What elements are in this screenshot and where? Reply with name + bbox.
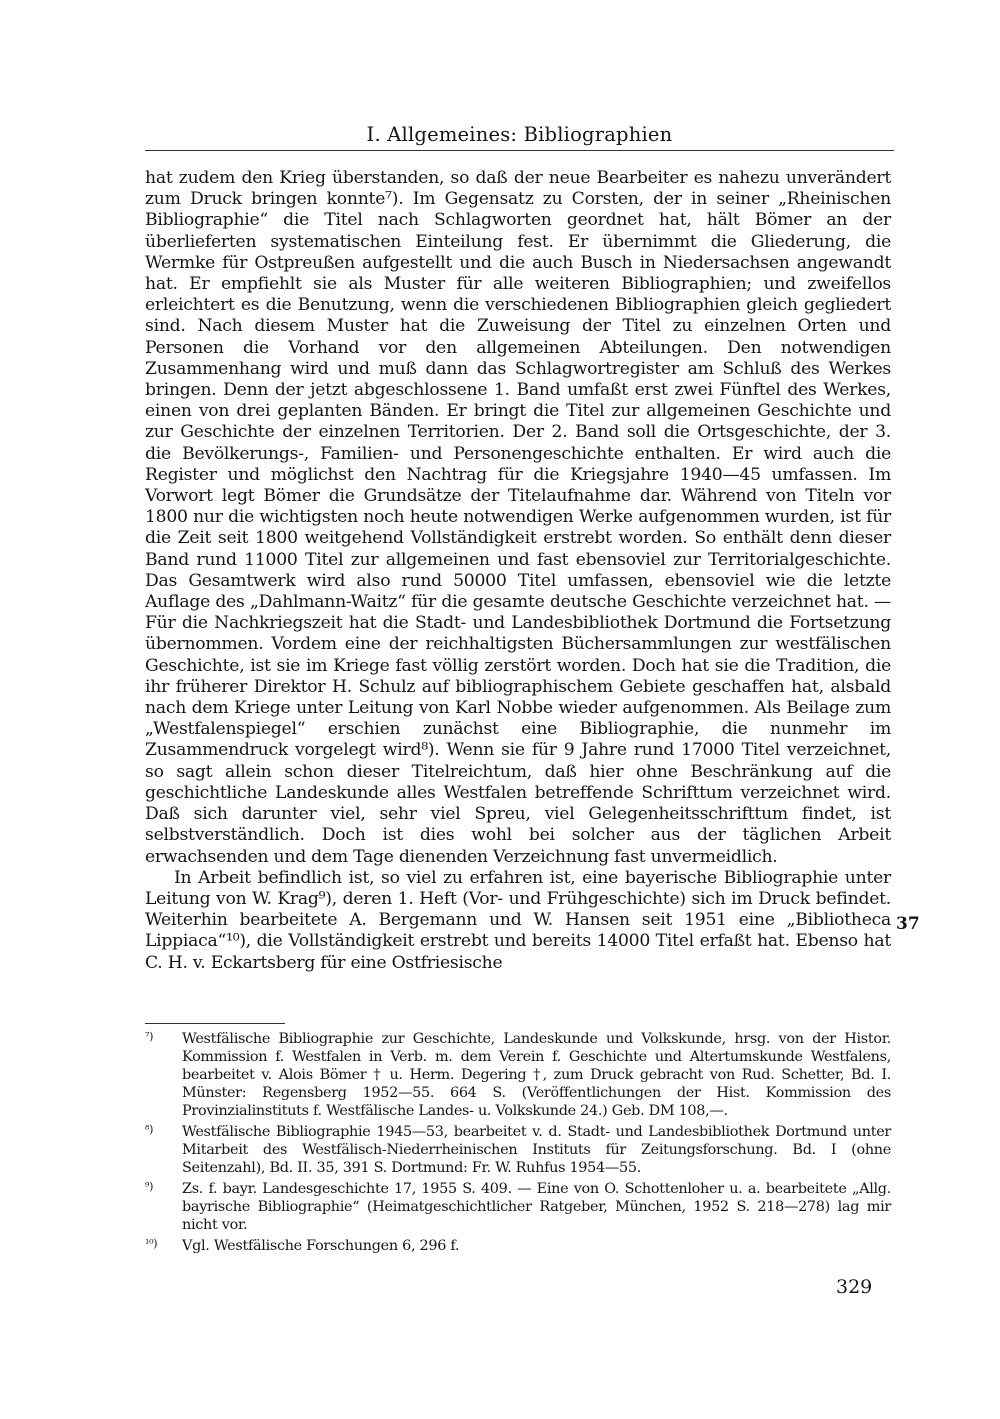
running-header: I. Allgemeines: Bibliographien: [366, 123, 673, 146]
footnote-rule: [145, 1023, 285, 1024]
paragraph: In Arbeit befindlich ist, so viel zu erfahren ist, eine bayerische Bibliographie unter Leitung von W. Krag⁹), deren 1. Heft (Vor- und Frühgeschichte) sich im Druck befindet. Weiterhin bearbeitete A. Bergemann und W. Hansen seit 1951 eine „Bibliotheca Lippiaca“¹⁰), die Vollständigkeit erstrebt und bereits 14000 Titel erfaßt hat. Ebenso hat C. H. v. Eckartsberg für eine Ostfriesische: [145, 867, 891, 973]
footnote-mark: ⁸): [145, 1123, 154, 1136]
footnote-text: Westfälische Bibliographie 1945—53, bearbeitet v. d. Stadt- und Landesbibliothek Dortmund unter Mitarbeit des Westfälisch-Niederrheinischen Instituts für Zeitungsforschung. Bd. I (ohne Seitenzahl), Bd. II. 35, 391 S. Dortmund: Fr. W. Ruhfus 1954—55.: [182, 1124, 891, 1176]
footnote: [145, 1123, 891, 1177]
footnote-text: Zs. f. bayr. Landesgeschichte 17, 1955 S. 409. — Eine von O. Schottenloher u. a. bearbeitete „Allg. bayrische Bibliographie“ (Heimatgeschichtlicher Ratgeber, München, 1952 S. 218—278) lag mir nicht vor.: [182, 1181, 891, 1233]
main-text: [145, 168, 891, 974]
marginal-number: 37: [896, 914, 920, 934]
footnote: [145, 1030, 891, 1120]
header-rule: [145, 150, 894, 151]
footnote: [145, 1237, 891, 1255]
footnote-text: Westfälische Bibliographie zur Geschichte, Landeskunde und Volkskunde, hrsg. von der Histor. Kommission f. Westfalen in Verb. m. dem Verein f. Geschichte und Altertumskunde Westfalens, bearbeitet v. Alois Bömer † u. Herm. Degering †, zum Druck gebracht von Rud. Schetter, Bd. I. Münster: Regensberg 1952—55. 664 S. (Veröffentlichungen der Hist. Kommission des Provinzialinstituts f. Westfälische Landes- u. Volkskunde 24.) Geb. DM 108,—.: [182, 1031, 891, 1119]
footnote-mark: ¹⁰): [145, 1237, 158, 1250]
footnote-mark: ⁹): [145, 1180, 154, 1193]
page-number: 329: [836, 1276, 873, 1298]
footnotes: [145, 1030, 891, 1258]
paragraph: hat zudem den Krieg überstanden, so daß der neue Bearbeiter es nahezu unverändert zum Druck bringen konnte⁷). Im Gegensatz zu Corsten, der in seiner „Rheinischen Bibliographie“ die Titel nach Schlagworten geordnet hat, hält Bömer an der überlieferten systematischen Einteilung fest. Er übernimmt die Gliederung, die Wermke für Ostpreußen aufgestellt und die auch Busch in Niedersachsen angewandt hat. Er empfiehlt sie als Muster für alle weiteren Bibliographien; und zweifellos erleichtert es die Benutzung, wenn die verschiedenen Bibliographien gleich gegliedert sind. Nach diesem Muster hat die Zuweisung der Titel zu einzelnen Orten und Personen die Vorhand vor den allgemeinen Abteilungen. Den notwendigen Zusammenhang wird und muß dann das Schlagwortregister am Schluß des Werkes bringen. Denn der jetzt abgeschlossene 1. Band umfaßt erst zwei Fünftel des Werkes, einen von drei geplanten Bänden. Er bringt die Titel zur allgemeinen Geschichte und zur Geschichte der einzelnen Territorien. Der 2. Band soll die Ortsgeschichte, der 3. die Bevölkerungs-, Familien- und Personengeschichte enthalten. Er wird auch die Register und möglichst den Nachtrag für die Kriegsjahre 1940—45 umfassen. Im Vorwort legt Bömer die Grundsätze der Titelaufnahme dar. Während von Titeln vor 1800 nur die wichtigsten noch heute notwendigen Werke aufgenommen wurden, ist für die Zeit seit 1800 weitgehend Vollständigkeit erstrebt worden. So enthält denn dieser Band rund 11000 Titel zur allgemeinen und fast ebensoviel zur Territorialgeschichte. Das Gesamtwerk wird also rund 50000 Titel umfassen, ebensoviel wie die letzte Auflage des „Dahlmann-Waitz“ für die gesamte deutsche Geschichte verzeichnet hat. — Für die Nachkriegszeit hat die Stadt- und Landesbibliothek Dortmund die Fortsetzung übernommen. Vordem eine der reichhaltigsten Büchersammlungen zur westfälischen Geschichte, ist sie im Kriege fast völlig zerstört worden. Doch hat sie die Tradition, die ihr früherer Direktor H. Schulz auf bibliographischem Gebiete geschaffen hat, alsbald nach dem Kriege unter Leitung von Karl Nobbe wieder aufgenommen. Als Beilage zum „Westfalenspiegel“ erschien zunächst eine Bibliographie, die nunmehr im Zusammendruck vorgelegt wird⁸). Wenn sie für 9 Jahre rund 17000 Titel verzeichnet, so sagt allein schon dieser Titelreichtum, daß hier ohne Beschränkung auf die geschichtliche Landeskunde alles Westfalen betreffende Schrifttum verzeichnet wird. Daß sich darunter viel, sehr viel Spreu, viel Gelegenheitsschrifttum findet, ist selbstverständlich. Doch ist dies wohl bei solcher aus der täglichen Arbeit erwachsenden und dem Tage dienenden Verzeichnung fast unvermeidlich.: [145, 168, 891, 867]
footnote-mark: ⁷): [145, 1030, 154, 1043]
footnote: [145, 1180, 891, 1234]
footnote-text: Vgl. Westfälische Forschungen 6, 296 f.: [182, 1238, 460, 1254]
